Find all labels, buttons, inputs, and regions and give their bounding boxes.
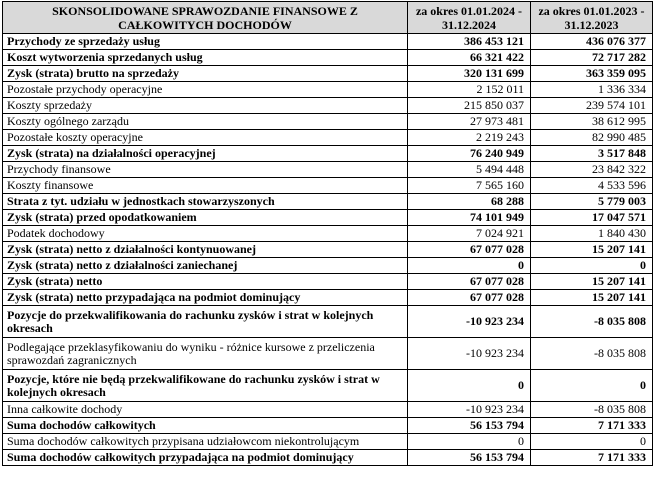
- row-label: Zysk (strata) na działalności operacyjnej: [3, 146, 408, 162]
- value-2024-cell: 215 850 037: [408, 98, 531, 114]
- table-row: [3, 274, 653, 290]
- row-label: Podatek dochodowy: [3, 226, 408, 242]
- table-row: [3, 66, 653, 82]
- value-2023-cell: 23 842 322: [531, 162, 653, 178]
- row-label: Pozostałe przychody operacyjne: [3, 82, 408, 98]
- row-label: Koszt wytworzenia sprzedanych usług: [3, 50, 408, 66]
- value-2023-cell: 82 990 485: [531, 130, 653, 146]
- row-label: Podlegające przeklasyfikowaniu do wyniku - różnice kursowe z przeliczenia sprawozdań zagranicznych: [3, 338, 408, 370]
- table-row: [3, 258, 653, 274]
- row-label: Strata z tyt. udziału w jednostkach stowarzyszonych: [3, 194, 408, 210]
- value-2023-cell: 436 076 377: [531, 34, 653, 50]
- value-2023-cell: 72 717 282: [531, 50, 653, 66]
- value-2023-cell: 15 207 141: [531, 274, 653, 290]
- value-2023-cell: 38 612 995: [531, 114, 653, 130]
- value-2024-cell: 5 494 448: [408, 162, 531, 178]
- value-2024-cell: 386 453 121: [408, 34, 531, 50]
- value-2023-cell: 7 171 333: [531, 450, 653, 466]
- table-header-row: [3, 2, 653, 34]
- value-2024-cell: 68 288: [408, 194, 531, 210]
- row-label: Przychody ze sprzedaży usług: [3, 34, 408, 50]
- row-label: Suma dochodów całkowitych przypadająca na podmiot dominujący: [3, 450, 408, 466]
- value-2024-cell: 0: [408, 370, 531, 402]
- table-row: [3, 162, 653, 178]
- row-label: Pozycje, które nie będą przekwalifikowane do rachunku zysków i strat w kolejnych okresach: [3, 370, 408, 402]
- table-row: [3, 146, 653, 162]
- value-2024-cell: 7 565 160: [408, 178, 531, 194]
- row-label: Koszty ogólnego zarządu: [3, 114, 408, 130]
- value-2023-cell: 1 336 334: [531, 82, 653, 98]
- table-row: [3, 98, 653, 114]
- value-2023-cell: -8 035 808: [531, 306, 653, 338]
- table-row: [3, 130, 653, 146]
- statement-title: SKONSOLIDOWANE SPRAWOZDANIE FINANSOWE Z CAŁKOWITYCH DOCHODÓW: [3, 2, 408, 34]
- value-2023-cell: 0: [531, 434, 653, 450]
- value-2023-cell: -8 035 808: [531, 402, 653, 418]
- value-2023-cell: 0: [531, 370, 653, 402]
- row-label: Zysk (strata) przed opodatkowaniem: [3, 210, 408, 226]
- table-row: [3, 210, 653, 226]
- row-label: Suma dochodów całkowitych: [3, 418, 408, 434]
- value-2024-cell: 67 077 028: [408, 290, 531, 306]
- row-label: Suma dochodów całkowitych przypisana udziałowcom niekontrolującym: [3, 434, 408, 450]
- row-label: Zysk (strata) netto: [3, 274, 408, 290]
- row-label: Koszty sprzedaży: [3, 98, 408, 114]
- value-2024-cell: 56 153 794: [408, 418, 531, 434]
- value-2023-cell: 17 047 571: [531, 210, 653, 226]
- value-2023-cell: 7 171 333: [531, 418, 653, 434]
- value-2023-cell: 0: [531, 258, 653, 274]
- value-2023-cell: 363 359 095: [531, 66, 653, 82]
- value-2023-cell: 239 574 101: [531, 98, 653, 114]
- table-row: [3, 194, 653, 210]
- value-2024-cell: 67 077 028: [408, 242, 531, 258]
- row-label: Pozostałe koszty operacyjne: [3, 130, 408, 146]
- table-row: [3, 370, 653, 402]
- table-row: [3, 290, 653, 306]
- financial-statement-table: [2, 1, 653, 466]
- value-2024-cell: 2 219 243: [408, 130, 531, 146]
- value-2024-cell: 76 240 949: [408, 146, 531, 162]
- table-row: [3, 50, 653, 66]
- value-2024-cell: 74 101 949: [408, 210, 531, 226]
- table-body: [3, 34, 653, 466]
- table-row: [3, 178, 653, 194]
- table-row: [3, 418, 653, 434]
- value-2024-cell: 56 153 794: [408, 450, 531, 466]
- table-row: [3, 450, 653, 466]
- table-row: [3, 338, 653, 370]
- value-2024-cell: 7 024 921: [408, 226, 531, 242]
- table-row: [3, 114, 653, 130]
- table-row: [3, 82, 653, 98]
- table-row: [3, 402, 653, 418]
- row-label: Zysk (strata) brutto na sprzedaży: [3, 66, 408, 82]
- value-2024-cell: -10 923 234: [408, 306, 531, 338]
- row-label: Zysk (strata) netto przypadająca na podmiot dominujący: [3, 290, 408, 306]
- table-row: [3, 34, 653, 50]
- value-2024-cell: 0: [408, 258, 531, 274]
- row-label: Koszty finansowe: [3, 178, 408, 194]
- value-2024-cell: 2 152 011: [408, 82, 531, 98]
- table-row: [3, 306, 653, 338]
- row-label: Zysk (strata) netto z działalności kontynuowanej: [3, 242, 408, 258]
- row-label: Pozycje do przekwalifikowania do rachunku zysków i strat w kolejnych okresach: [3, 306, 408, 338]
- value-2023-cell: 4 533 596: [531, 178, 653, 194]
- row-label: Zysk (strata) netto z działalności zaniechanej: [3, 258, 408, 274]
- row-label: Przychody finansowe: [3, 162, 408, 178]
- table-row: [3, 434, 653, 450]
- value-2024-cell: 67 077 028: [408, 274, 531, 290]
- period-2023-header: za okres 01.01.2023 - 31.12.2023: [531, 2, 653, 34]
- value-2023-cell: 5 779 003: [531, 194, 653, 210]
- period-2024-header: za okres 01.01.2024 - 31.12.2024: [408, 2, 531, 34]
- value-2024-cell: -10 923 234: [408, 338, 531, 370]
- row-label: Inna całkowite dochody: [3, 402, 408, 418]
- value-2023-cell: -8 035 808: [531, 338, 653, 370]
- value-2024-cell: 320 131 699: [408, 66, 531, 82]
- value-2024-cell: -10 923 234: [408, 402, 531, 418]
- value-2024-cell: 66 321 422: [408, 50, 531, 66]
- value-2024-cell: 0: [408, 434, 531, 450]
- table-row: [3, 242, 653, 258]
- table-row: [3, 226, 653, 242]
- value-2023-cell: 15 207 141: [531, 242, 653, 258]
- value-2023-cell: 15 207 141: [531, 290, 653, 306]
- value-2023-cell: 1 840 430: [531, 226, 653, 242]
- value-2023-cell: 3 517 848: [531, 146, 653, 162]
- value-2024-cell: 27 973 481: [408, 114, 531, 130]
